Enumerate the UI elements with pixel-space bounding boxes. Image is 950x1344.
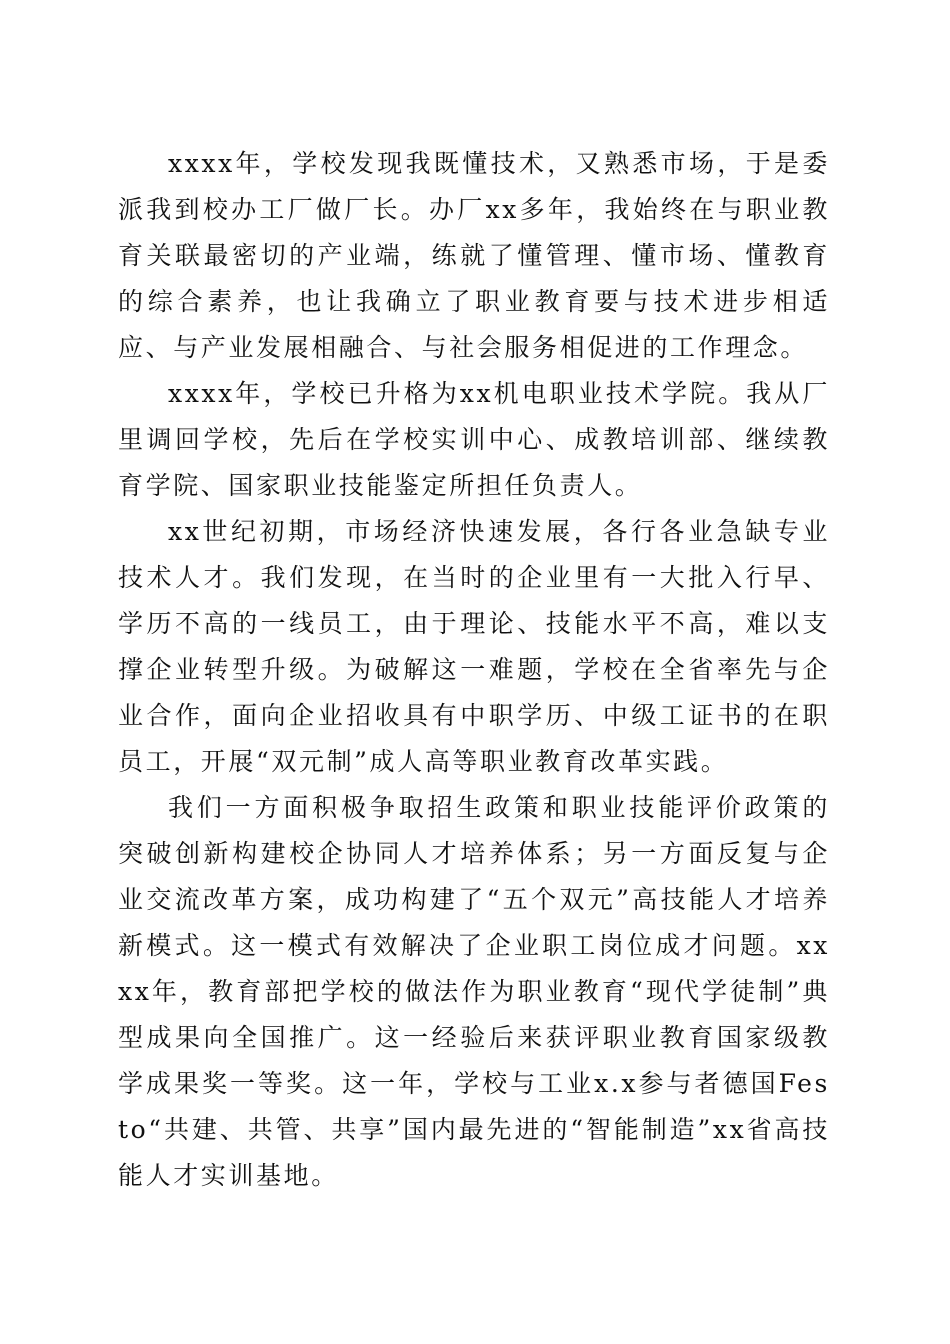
document-body — [118, 141, 830, 1199]
paragraph-4: 我们一方面积极争取招生政策和职业技能评价政策的突破创新构建校企协同人才培养体系；另一方面反复与企业交流改革方案，成功构建了“五个双元”高技能人才培养新模式。这一模式有效解决了企业职工岗位成才问题。xxxx年，教育部把学校的做法作为职业教育“现代学徒制”典型成果向全国推广。这一经验后来获评职业教育国家级教学成果奖一等奖。这一年，学校与工业x.x参与者德国Festo“共建、共管、共享”国内最先进的“智能制造”xx省高技能人才实训基地。 — [118, 793, 830, 1190]
paragraph-2: xxxx年，学校已升格为xx机电职业技术学院。我从厂里调回学校，先后在学校实训中心、成教培训部、继续教育学院、国家职业技能鉴定所担任负责人。 — [118, 379, 830, 500]
paragraph-3: xx世纪初期，市场经济快速发展，各行各业急缺专业技术人才。我们发现，在当时的企业里有一大批入行早、学历不高的一线员工，由于理论、技能水平不高，难以支撑企业转型升级。为破解这一难题，学校在全省率先与企业合作，面向企业招收具有中职学历、中级工证书的在职员工，开展“双元制”成人高等职业教育改革实践。 — [118, 517, 830, 776]
paragraph-1: xxxx年，学校发现我既懂技术，又熟悉市场，于是委派我到校办工厂做厂长。办厂xx多年，我始终在与职业教育关联最密切的产业端，练就了懂管理、懂市场、懂教育的综合素养，也让我确立了职业教育要与技术进步相适应、与产业发展相融合、与社会服务相促进的工作理念。 — [118, 149, 830, 362]
